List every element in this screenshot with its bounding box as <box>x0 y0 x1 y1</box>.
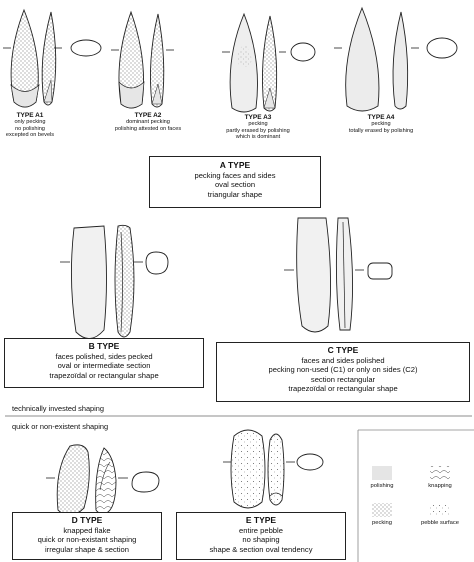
note-quick-shaping: quick or non-existent shaping <box>12 422 109 431</box>
caption-a1-line: no polishing <box>15 125 45 132</box>
type-c-title: C TYPE <box>327 345 359 355</box>
caption-a1-title: TYPE A1 <box>16 112 44 119</box>
caption-a3 <box>218 114 298 140</box>
axe-a2 <box>111 12 174 108</box>
axe-e <box>223 430 323 508</box>
note-invested-shaping: technically invested shaping <box>12 404 105 413</box>
type-d-line: knapped flake <box>63 525 111 535</box>
type-e-line: entire pebble <box>239 525 283 535</box>
type-b-title: B TYPE <box>88 341 120 351</box>
legend-label-knapping: knapping <box>428 483 452 489</box>
caption-a1-line: only pecking <box>14 119 46 126</box>
caption-a2-line: polishing attested on faces <box>114 125 182 132</box>
legend-swatch-polishing <box>372 466 392 480</box>
axe-a3 <box>222 14 315 112</box>
type-b-line: faces polished, sides pecked <box>55 351 153 361</box>
type-d-box <box>12 512 162 560</box>
axe-d <box>46 445 159 516</box>
type-b-box <box>4 338 204 388</box>
type-b-line: trapezoïdal or rectangular shape <box>49 370 159 380</box>
caption-a4-line: pecking <box>371 121 391 128</box>
legend-label-polishing: polishing <box>370 483 394 489</box>
caption-a2-title: TYPE A2 <box>134 112 162 119</box>
type-c-line: faces and sides polished <box>301 355 385 365</box>
caption-a2 <box>103 112 193 132</box>
caption-a1 <box>0 112 60 138</box>
type-e-line: shape & section oval tendency <box>209 544 313 554</box>
caption-a1-line: excepted on bevels <box>5 131 55 138</box>
caption-a4-line: totally erased by polishing <box>348 127 414 134</box>
type-e-line: no shaping <box>242 535 280 545</box>
type-c-line: section rectangular <box>310 374 376 384</box>
caption-a3-line: pecking <box>248 121 268 128</box>
caption-a4-title: TYPE A4 <box>367 114 395 121</box>
type-d-title: D TYPE <box>71 515 103 525</box>
legend-swatch-pecking <box>372 503 392 517</box>
caption-a3-line: which is dominant <box>235 133 281 140</box>
type-a-line: oval section <box>214 180 256 190</box>
caption-a3-title: TYPE A3 <box>244 114 272 121</box>
type-b-line: oval or intermediate section <box>57 361 151 371</box>
legend-label-pecking: pecking <box>372 520 392 526</box>
type-d-line: irregular shape & section <box>45 544 129 554</box>
legend-swatch-knapping <box>430 466 450 480</box>
type-a-line: triangular shape <box>207 189 263 199</box>
caption-a3-line: partly erased by polishing <box>226 127 290 134</box>
type-c-line: trapezoïdal or rectangular shape <box>288 384 398 394</box>
type-a-line: pecking faces and sides <box>194 170 276 180</box>
axe-c <box>284 218 392 332</box>
legend-frame <box>358 430 474 562</box>
type-a-box <box>149 156 321 208</box>
axe-b <box>60 225 168 338</box>
type-e-title: E TYPE <box>245 515 277 525</box>
caption-a4 <box>336 114 426 134</box>
type-e-box <box>176 512 346 560</box>
legend-label-pebble-surface: pebble surface <box>420 520 460 526</box>
type-c-line: pecking non-used (C1) or only on sides (C2) <box>268 365 418 375</box>
type-c-box <box>216 342 470 402</box>
type-d-line: quick or non-existant shaping <box>37 535 137 545</box>
caption-a2-line: dominant pecking <box>126 119 170 126</box>
legend-swatch-pebble-surface <box>430 503 450 517</box>
axe-a1 <box>3 10 101 107</box>
axe-a4 <box>334 8 457 111</box>
type-a-title: A TYPE <box>219 160 251 170</box>
